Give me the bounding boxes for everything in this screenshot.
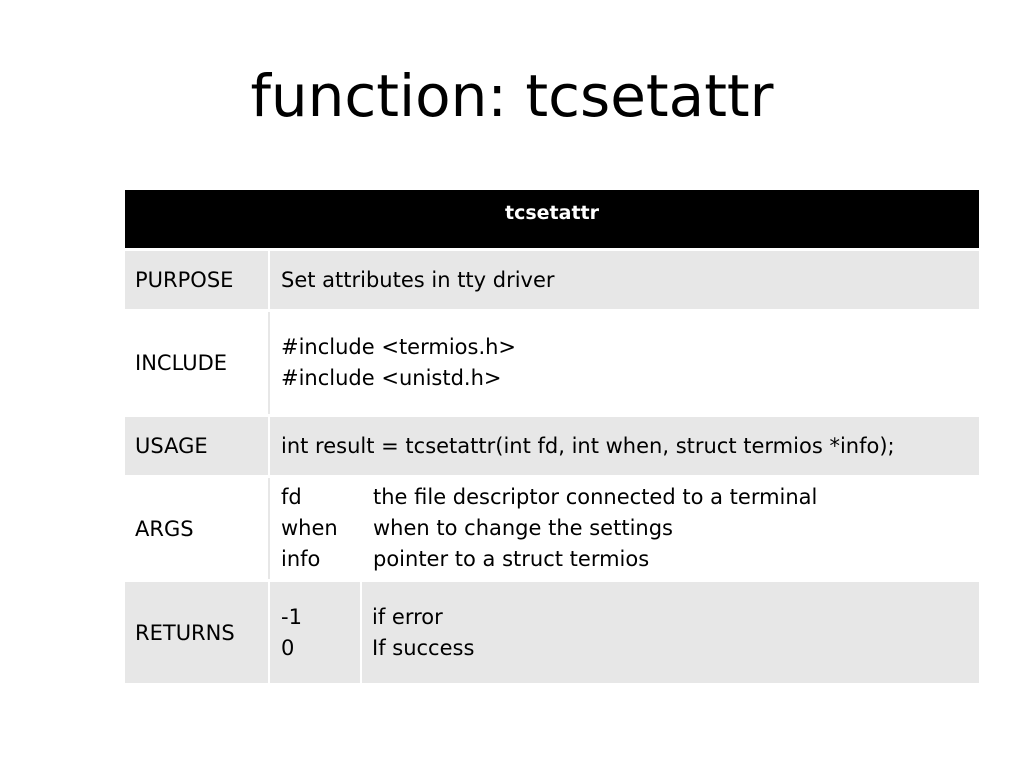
arg-name: when	[281, 516, 338, 540]
row-label-usage: USAGE	[125, 417, 270, 475]
arg-name: info	[281, 547, 321, 571]
purpose-value: Set attributes in tty driver	[281, 267, 555, 292]
return-codes	[270, 582, 362, 683]
arg-description: when to change the settings	[373, 516, 673, 540]
slide-title: function: tcsetattr	[250, 62, 774, 130]
row-label-purpose: PURPOSE	[125, 251, 270, 309]
return-code: -1	[281, 604, 302, 629]
row-label-returns: RETURNS	[125, 582, 270, 683]
arg-name: fd	[281, 485, 302, 509]
return-meanings	[362, 582, 979, 683]
return-code: 0	[281, 635, 295, 660]
arg-description: the file descriptor connected to a terminal	[373, 485, 818, 509]
row-usage	[125, 414, 979, 475]
args-value	[270, 478, 979, 579]
return-meaning: if error	[372, 604, 443, 629]
row-include	[125, 309, 979, 414]
row-label-args: ARGS	[125, 478, 270, 579]
row-returns	[125, 579, 979, 683]
row-args	[125, 475, 979, 579]
row-purpose	[125, 248, 979, 309]
row-label-include: INCLUDE	[125, 312, 270, 414]
table-header: tcsetattr	[125, 190, 979, 248]
returns-value	[270, 582, 979, 683]
include-value	[270, 312, 979, 414]
function-table	[125, 190, 979, 683]
include-line: #include <unistd.h>	[281, 366, 502, 390]
usage-value: int result = tcsetattr(int fd, int when, struct termios *info);	[281, 433, 895, 458]
arg-description: pointer to a struct termios	[373, 547, 650, 571]
return-meaning: If success	[372, 635, 475, 660]
include-line: #include <termios.h>	[281, 335, 517, 359]
